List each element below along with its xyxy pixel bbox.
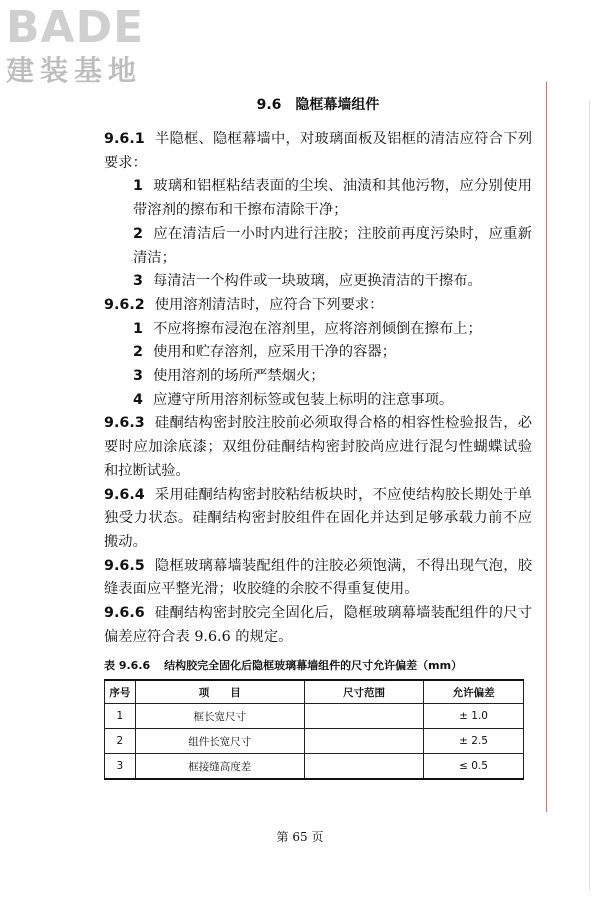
cell-tolerance: ≤ 0.5 bbox=[424, 754, 524, 780]
clause-number: 9.6.2 bbox=[104, 296, 145, 313]
item-text: 每清洁一个构件或一块玻璃，应更换清洁的干擦布。 bbox=[152, 273, 482, 290]
col-header-item: 项 目 bbox=[135, 680, 304, 704]
list-item bbox=[104, 175, 532, 222]
list-item bbox=[104, 365, 532, 389]
item-text: 不应将擦布浸泡在溶剂里，应将溶剂倾倒在擦布上； bbox=[152, 320, 482, 337]
item-number: 4 bbox=[133, 391, 143, 408]
clause-9-6-1 bbox=[104, 128, 532, 175]
clause-text: 硅酮结构密封胶注胶前必须取得合格的相容性检验报告，必要时应加涂底漆；双组份硅酮结构密封胶尚应进行混匀性蝴蝶试验和拉断试验。 bbox=[104, 415, 532, 479]
clause-text: 使用溶剂清洁时，应符合下列要求： bbox=[154, 296, 384, 313]
cell-index: 3 bbox=[105, 754, 136, 780]
item-text: 使用和贮存溶剂，应采用干净的容器； bbox=[152, 344, 396, 361]
page-number: 第 65 页 bbox=[276, 830, 324, 844]
cell-range bbox=[304, 729, 423, 754]
clause-text: 隐框玻璃幕墙装配组件的注胶必须饱满，不得出现气泡，胶缝表面应平整光滑；收胶缝的余胶不得重复使用。 bbox=[104, 557, 532, 598]
item-number: 1 bbox=[133, 320, 143, 337]
table-row bbox=[105, 704, 524, 729]
item-text: 应在清洁后一小时内进行注胶；注胶前再度污染时，应重新清洁； bbox=[133, 225, 532, 266]
clause-number: 9.6.6 bbox=[104, 605, 145, 622]
cell-item: 框接缝高度差 bbox=[135, 754, 304, 780]
table-row bbox=[105, 729, 524, 754]
cell-tolerance: ± 1.0 bbox=[424, 704, 524, 729]
cell-item: 组件长宽尺寸 bbox=[135, 729, 304, 754]
cell-tolerance: ± 2.5 bbox=[424, 729, 524, 754]
cell-index: 2 bbox=[105, 729, 136, 754]
table-number: 表 9.6.6 bbox=[104, 659, 151, 673]
page-edge bbox=[589, 100, 590, 890]
cell-range bbox=[304, 754, 423, 780]
table-row bbox=[105, 754, 524, 780]
item-number: 2 bbox=[133, 344, 143, 361]
item-text: 玻璃和铝框粘结表面的尘埃、油渍和其他污物，应分别使用带溶剂的擦布和干擦布清除干净； bbox=[133, 178, 532, 219]
clause-text: 硅酮结构密封胶完全固化后，隐框玻璃幕墙装配组件的尺寸偏差应符合表 9.6.6 的规定。 bbox=[104, 605, 532, 645]
clause-9-6-2 bbox=[104, 294, 532, 318]
clause-9-6-3 bbox=[104, 412, 532, 483]
clause-text: 半隐框、隐框幕墙中，对玻璃面板及铝框的清洁应符合下列要求： bbox=[104, 131, 532, 171]
list-item bbox=[104, 270, 532, 294]
table-title: 结构胶完全固化后隐框玻璃幕墙组件的尺寸允许偏差（mm） bbox=[164, 659, 463, 673]
section-title: 9.6 隐框幕墙组件 bbox=[256, 97, 380, 113]
table-header-row bbox=[105, 680, 524, 704]
list-item bbox=[104, 341, 532, 365]
clause-9-6-6 bbox=[104, 602, 532, 649]
col-header-index: 序号 bbox=[105, 680, 136, 704]
list-item bbox=[104, 318, 532, 342]
cell-range bbox=[304, 704, 423, 729]
col-header-range: 尺寸范围 bbox=[304, 680, 423, 704]
document-body bbox=[104, 94, 532, 780]
clause-number: 9.6.5 bbox=[104, 557, 145, 574]
logo-subtitle: 建装基地 bbox=[6, 54, 143, 87]
col-header-tolerance: 允许偏差 bbox=[424, 680, 524, 704]
clause-number: 9.6.1 bbox=[104, 131, 145, 147]
bade-logo bbox=[6, 4, 186, 96]
clause-9-6-4 bbox=[104, 484, 532, 555]
item-text: 使用溶剂的场所严禁烟火； bbox=[152, 368, 325, 385]
clause-number: 9.6.3 bbox=[104, 415, 145, 432]
list-item bbox=[104, 389, 532, 413]
margin-rule bbox=[546, 82, 547, 812]
tolerance-table bbox=[104, 679, 524, 780]
item-number: 1 bbox=[133, 178, 143, 195]
clause-text: 采用硅酮结构密封胶粘结板块时，不应使结构胶长期处于单独受力状态。硅酮结构密封胶组件在固化并达到足够承载力前不应搬动。 bbox=[104, 486, 532, 550]
cell-item: 框长宽尺寸 bbox=[135, 704, 304, 729]
logo-brand: BADE bbox=[6, 2, 145, 53]
item-text: 应遵守所用溶剂标签或包装上标明的注意事项。 bbox=[152, 391, 454, 408]
clause-number: 9.6.4 bbox=[104, 486, 145, 503]
cell-index: 1 bbox=[105, 704, 136, 729]
item-number: 3 bbox=[133, 273, 143, 290]
table-caption bbox=[104, 657, 532, 675]
item-number: 2 bbox=[133, 225, 143, 242]
list-item bbox=[104, 223, 532, 270]
item-number: 3 bbox=[133, 368, 143, 385]
clause-9-6-5 bbox=[104, 555, 532, 602]
